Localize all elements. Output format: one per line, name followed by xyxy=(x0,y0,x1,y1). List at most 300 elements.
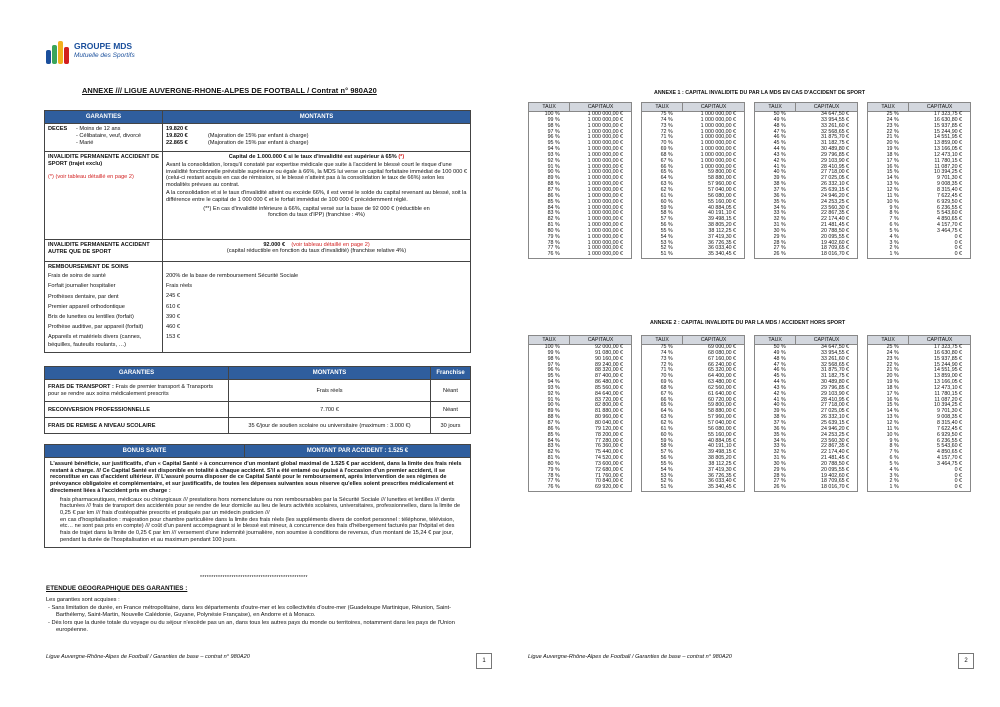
taux-cell: 22 % xyxy=(886,128,899,135)
taux-cell: 65 % xyxy=(660,169,673,176)
taux-cell: 39 % xyxy=(773,175,786,182)
taux-cell: 27 % xyxy=(773,478,786,485)
capital-cell: 57 040,00 € xyxy=(708,186,736,193)
transport-desc: Frais de premier transport & Transports pour se rendre aux soins médicalement prescrits xyxy=(48,383,214,397)
capital-cell: 79 120,00 € xyxy=(595,425,623,432)
capital-cell: 61 640,00 € xyxy=(708,390,736,397)
capital-cell: 91 080,00 € xyxy=(595,349,623,356)
taux-cell: 53 % xyxy=(660,472,673,479)
bonus-p1: L'assuré bénéficie, sur justificatifs, d'un « Capital Santé » à concurrence d'un montant global maximal de 1.525 € par accident, dans la limite des frais réels restant à charge. /// Ce Capital Santé est disponible en totalité à chaque accident. S'il a été entamé ou épuisé à l'occasion d'un premier accident, il se reconstitue en cas d'accident ultérieur. /// L'assuré pourra disposer de ce Capital Santé pour le remboursement, après intervention de ses régimes de prévoyance obligatoire et complémentaire, et sur justificatifs, de toutes les dépenses suivantes sous réserve qu'elles soient prescrites médicalement et directement liées à l'accident pris en charge : xyxy=(50,461,462,494)
capital-cell: 36 726,35 € xyxy=(708,472,736,479)
capital-cell: 1 000 000,00 € xyxy=(587,157,623,164)
taux-cell: 66 % xyxy=(660,163,673,170)
deces-item: - Moins de 12 ans xyxy=(76,126,121,132)
capital-cell: 80 040,00 € xyxy=(595,419,623,426)
taux-cell: 91 % xyxy=(547,396,560,403)
capital-cell: 26 332,10 € xyxy=(821,414,849,421)
soins-item-label: Appareils et matériels divers (cannes, béquilles, fauteuils roulants, …) xyxy=(48,334,142,348)
capital-cell: 55 160,00 € xyxy=(708,431,736,438)
capital-cell: 81 880,00 € xyxy=(595,408,623,415)
taux-cell: 75 % xyxy=(660,344,673,350)
soins-item-value: 200% de la base de remboursement Sécurité Sociale xyxy=(166,273,299,279)
taux-cell: 81 % xyxy=(547,455,560,462)
taux-cell: 69 % xyxy=(660,146,673,153)
taux-cell: 74 % xyxy=(660,116,673,123)
capital-cell: 9 701,30 € xyxy=(936,175,962,182)
taux-cell: 28 % xyxy=(773,472,786,479)
capital-cell: 1 000 000,00 € xyxy=(587,128,623,135)
capital-cell: 92 000,00 € xyxy=(595,344,623,350)
taux-cell: 67 % xyxy=(660,390,673,397)
taux-cell: 63 % xyxy=(660,414,673,421)
reconversion-label: RECONVERSION PROFESSIONNELLE xyxy=(45,402,229,418)
capital-cell: 32 568,65 € xyxy=(821,361,849,368)
footer-text: Ligue Auvergne-Rhône-Alpes de Football / Garanties de base – contrat n° 980A20 xyxy=(528,654,732,660)
capital-cell: 65 320,00 € xyxy=(708,367,736,374)
capital-cell: 1 000 000,00 € xyxy=(587,245,623,252)
taux-cell: 80 % xyxy=(547,460,560,467)
remise-niveau-label: FRAIS DE REMISE A NIVEAU SCOLAIRE xyxy=(45,418,229,434)
taux-cell: 42 % xyxy=(773,157,786,164)
taux-cell: 49 % xyxy=(773,116,786,123)
capital-cell: 40 884,05 € xyxy=(708,204,736,211)
taux-cell: 84 % xyxy=(547,204,560,211)
soins-item-value: 245 € xyxy=(166,293,180,300)
taux-cell: 69 % xyxy=(660,379,673,386)
reconversion-amount: 7.700 € xyxy=(229,402,431,418)
col-header-capitaux: CAPITAUX xyxy=(796,103,858,112)
page-number: 2 xyxy=(958,653,974,669)
taux-cell: 31 % xyxy=(773,455,786,462)
soins-item-label: Premier appareil orthodontique xyxy=(48,303,125,310)
taux-cell: 61 % xyxy=(660,425,673,432)
capital-cell: 84 640,00 € xyxy=(595,390,623,397)
capital-cell: 1 000 000,00 € xyxy=(587,111,623,117)
capital-cell: 31 875,70 € xyxy=(821,367,849,374)
annex2-title: ANNEXE 2 : CAPITAL INVALIDITE DU PAR LA MDS / ACCIDENT HORS SPORT xyxy=(650,320,846,326)
row-deces xyxy=(45,124,471,152)
page-number: 1 xyxy=(476,653,492,669)
annexe-title: ANNEXE /// LIGUE AUVERGNE-RHONE-ALPES DE FOOTBALL / Contrat n° 980A20 xyxy=(82,86,377,95)
capital-cell: 40 884,05 € xyxy=(708,437,736,444)
ip-autre-amount: 92.000 € xyxy=(263,242,286,248)
taux-cell: 30 % xyxy=(773,460,786,467)
col-header-montants: MONTANTS xyxy=(163,111,471,124)
taux-cell: 4 % xyxy=(889,233,899,240)
capital-cell: 56 080,00 € xyxy=(708,192,736,199)
capital-cell: 56 080,00 € xyxy=(708,425,736,432)
taux-cell: 46 % xyxy=(773,134,786,141)
deces-label: DECES xyxy=(48,126,68,132)
capital-cell: 28 410,95 € xyxy=(821,396,849,403)
taux-cell: 26 % xyxy=(773,251,786,258)
table-row xyxy=(642,252,745,258)
col-header-capitaux: CAPITAUX xyxy=(909,103,971,112)
taux-cell: 56 % xyxy=(660,222,673,229)
taux-cell: 47 % xyxy=(773,361,786,368)
geo-section xyxy=(46,597,474,634)
capital-cell: 5 543,60 € xyxy=(936,443,962,450)
taux-cell: 3 % xyxy=(889,472,899,479)
capital-cell: 0 € xyxy=(954,484,962,491)
taux-cell: 60 % xyxy=(660,198,673,205)
taux-cell: 38 % xyxy=(773,414,786,421)
taux-cell: 4 % xyxy=(889,466,899,473)
capital-cell: 72 680,00 € xyxy=(595,466,623,473)
soins-item-label: Frais de soins de santé xyxy=(48,273,106,280)
table-row xyxy=(642,485,745,491)
taux-cell: 58 % xyxy=(660,210,673,217)
taux-cell: 59 % xyxy=(660,204,673,211)
capital-cell: 0 € xyxy=(954,245,962,252)
capital-cell: 71 760,00 € xyxy=(595,472,623,479)
taux-cell: 87 % xyxy=(547,419,560,426)
capital-cell: 15 244,90 € xyxy=(934,361,962,368)
taux-cell: 17 % xyxy=(886,157,899,164)
taux-cell: 82 % xyxy=(547,449,560,456)
capital-cell: 22 174,40 € xyxy=(821,216,849,223)
col-header-taux: TAUX xyxy=(529,103,570,112)
taux-cell: 46 % xyxy=(773,367,786,374)
capital-cell: 10 394,25 € xyxy=(934,169,962,176)
taux-cell: 12 % xyxy=(886,419,899,426)
capital-cell: 83 720,00 € xyxy=(595,396,623,403)
capital-cell: 3 464,75 € xyxy=(936,460,962,467)
taux-cell: 2 % xyxy=(889,478,899,485)
taux-cell: 19 % xyxy=(886,379,899,386)
taux-cell: 70 % xyxy=(660,373,673,380)
taux-cell: 83 % xyxy=(547,443,560,450)
taux-cell: 3 % xyxy=(889,239,899,246)
taux-cell: 40 % xyxy=(773,169,786,176)
taux-cell: 75 % xyxy=(660,111,673,117)
capital-cell: 77 280,00 € xyxy=(595,437,623,444)
capital-cell: 11 087,20 € xyxy=(934,163,962,170)
capital-cell: 15 937,85 € xyxy=(934,355,962,362)
taux-cell: 50 % xyxy=(773,344,786,350)
taux-cell: 67 % xyxy=(660,157,673,164)
taux-cell: 50 % xyxy=(773,111,786,117)
capital-cell: 76 360,00 € xyxy=(595,443,623,450)
taux-cell: 87 % xyxy=(547,186,560,193)
col-header-capitaux: CAPITAUX xyxy=(796,336,858,345)
taux-cell: 40 % xyxy=(773,402,786,409)
taux-cell: 78 % xyxy=(547,239,560,246)
taux-cell: 2 % xyxy=(889,245,899,252)
geo-line-2: - Dès lors que la durée totale du voyage ou du séjour n'excède pas un an, dans tous les autres pays du monde ou territoires, notamment dans les pays de l'Union européenne. xyxy=(48,619,455,633)
capital-cell: 4 850,65 € xyxy=(936,449,962,456)
capital-cell: 1 000 000,00 € xyxy=(587,116,623,123)
taux-cell: 73 % xyxy=(660,355,673,362)
col-header-franchise: Franchise xyxy=(431,367,471,380)
guarantees-table xyxy=(44,110,471,353)
capital-cell: 1 000 000,00 € xyxy=(587,233,623,240)
table-row xyxy=(868,252,971,258)
taux-cell: 95 % xyxy=(547,373,560,380)
annex1-table-2 xyxy=(641,102,745,259)
capital-cell: 27 718,00 € xyxy=(821,402,849,409)
capital-cell: 38 805,20 € xyxy=(708,455,736,462)
taux-cell: 80 % xyxy=(547,227,560,234)
capital-cell: 1 000 000,00 € xyxy=(700,157,736,164)
capital-cell: 29 796,85 € xyxy=(821,151,849,158)
capital-cell: 18 016,70 € xyxy=(821,484,849,491)
capital-cell: 7 622,45 € xyxy=(936,192,962,199)
capital-cell: 27 025,05 € xyxy=(821,408,849,415)
capital-cell: 1 000 000,00 € xyxy=(587,210,623,217)
col-header-montants: MONTANTS xyxy=(229,367,431,380)
table-row xyxy=(755,485,858,491)
taux-cell: 21 % xyxy=(886,134,899,141)
capital-cell: 70 840,00 € xyxy=(595,478,623,485)
taux-cell: 51 % xyxy=(660,484,673,491)
capital-cell: 0 € xyxy=(954,472,962,479)
col-header-capitaux: CAPITAUX xyxy=(570,336,632,345)
ip-sport-p1: Avant la consolidation, lorsqu'il constaté par expertise médicale que suite à l'accident le blessé court le risque d'une invalidité fonctionnelle prévisible supérieure ou égale à 66%, la MDS lui verse un capital forfaitaire immédiat de 100 000 € (celui-ci restant acquis en cas de rémission, si le blessé n'atteint pas à la consolidation le taux de 66%) selon les modalités prévues au contrat. xyxy=(166,162,467,188)
taux-cell: 53 % xyxy=(660,239,673,246)
ip-sport-label: INVALIDITE PERMANENTE ACCIDENT DE SPORT (trajet exclu) xyxy=(48,154,159,168)
capital-cell: 5 543,60 € xyxy=(936,210,962,217)
capital-cell: 74 520,00 € xyxy=(595,455,623,462)
capital-cell: 80 960,00 € xyxy=(595,414,623,421)
capital-cell: 1 000 000,00 € xyxy=(700,146,736,153)
taux-cell: 10 % xyxy=(886,431,899,438)
taux-cell: 86 % xyxy=(547,425,560,432)
col-header-capitaux: CAPITAUX xyxy=(683,336,745,345)
taux-cell: 74 % xyxy=(660,349,673,356)
capital-cell: 22 174,40 € xyxy=(821,449,849,456)
taux-cell: 18 % xyxy=(886,151,899,158)
geo-intro: Les garanties sont acquises : xyxy=(46,597,120,603)
capital-cell: 89 240,00 € xyxy=(595,361,623,368)
taux-cell: 28 % xyxy=(773,239,786,246)
capital-cell: 11 780,15 € xyxy=(934,390,962,397)
taux-cell: 81 % xyxy=(547,222,560,229)
taux-cell: 78 % xyxy=(547,472,560,479)
taux-cell: 33 % xyxy=(773,443,786,450)
taux-cell: 79 % xyxy=(547,466,560,473)
capital-cell: 20 788,50 € xyxy=(821,227,849,234)
capital-cell: 20 095,55 € xyxy=(821,466,849,473)
capital-cell: 29 103,90 € xyxy=(821,390,849,397)
deces-note: (Majoration de 15% par enfant à charge) xyxy=(208,140,309,147)
taux-cell: 57 % xyxy=(660,449,673,456)
capital-cell: 1 000 000,00 € xyxy=(587,239,623,246)
ip-autre-detail: (capital réductible en fonction du taux d'invalidité) (franchise relative 4%) xyxy=(226,248,407,254)
ip-sport-title-mark: (*) xyxy=(398,154,405,160)
row-ip-autre xyxy=(45,240,471,262)
taux-cell: 62 % xyxy=(660,419,673,426)
taux-cell: 52 % xyxy=(660,478,673,485)
taux-cell: 14 % xyxy=(886,408,899,415)
capital-cell: 6 929,50 € xyxy=(936,431,962,438)
taux-cell: 77 % xyxy=(547,245,560,252)
capital-cell: 36 033,40 € xyxy=(708,478,736,485)
extra-guarantees-table xyxy=(44,366,471,434)
capital-cell: 68 080,00 € xyxy=(708,349,736,356)
taux-cell: 76 % xyxy=(547,484,560,491)
capital-cell: 0 € xyxy=(954,251,962,258)
capital-cell: 73 600,00 € xyxy=(595,460,623,467)
capital-cell: 57 960,00 € xyxy=(708,414,736,421)
remise-niveau-amount: 35 €/jour de soutien scolaire ou universitaire (maximum : 3.000 €) xyxy=(229,418,431,434)
table-row xyxy=(868,485,971,491)
capital-cell: 17 323,75 € xyxy=(934,111,962,117)
capital-cell: 38 112,25 € xyxy=(708,460,736,467)
taux-cell: 98 % xyxy=(547,122,560,129)
capital-cell: 33 954,55 € xyxy=(821,116,849,123)
deces-amount: 19.820 € xyxy=(166,133,188,140)
taux-cell: 93 % xyxy=(547,384,560,391)
capital-cell: 9 008,35 € xyxy=(936,414,962,421)
capital-cell: 67 160,00 € xyxy=(708,355,736,362)
bonus-p2: frais pharmaceutiques, médicaux ou chirurgicaux /// prestations hors nomenclature ou non remboursables par la Sécurité Sociale /// lunettes et lentilles /// dents fracturées /// frais de transport des accidentés pour se rendre de leur domicile au lieu de leurs activités scolaires, universitaires, professionnelles, dans la limite de 0,25 € par km /// frais d'ostéopathie prescrits et pratiqués par un médecin praticien /// xyxy=(60,496,461,516)
capital-cell: 20 788,50 € xyxy=(821,460,849,467)
taux-cell: 93 % xyxy=(547,151,560,158)
ip-sport-p3: (**) En cas d'invalidité inférieure à 66%, capital versé sur la base de 92 000 € (réductible en fonction du taux d'IPP) (franchise : 4%) xyxy=(203,205,430,219)
taux-cell: 60 % xyxy=(660,431,673,438)
capital-cell: 16 630,80 € xyxy=(934,349,962,356)
capital-cell: 23 560,30 € xyxy=(821,437,849,444)
logo-mark-icon xyxy=(44,40,70,66)
capital-cell: 24 253,25 € xyxy=(821,431,849,438)
taux-cell: 96 % xyxy=(547,134,560,141)
taux-cell: 57 % xyxy=(660,216,673,223)
taux-cell: 20 % xyxy=(886,373,899,380)
capital-cell: 1 000 000,00 € xyxy=(700,128,736,135)
taux-cell: 71 % xyxy=(660,367,673,374)
taux-cell: 35 % xyxy=(773,198,786,205)
col-header-garanties: GARANTIES xyxy=(45,111,163,124)
taux-cell: 18 % xyxy=(886,384,899,391)
annex1-title: ANNEXE 1 : CAPITAL INVALIDITE DU PAR LA MDS EN CAS D'ACCIDENT DE SPORT xyxy=(654,90,866,96)
annex2-table-4 xyxy=(867,335,971,492)
capital-cell: 1 000 000,00 € xyxy=(700,122,736,129)
capital-cell: 1 000 000,00 € xyxy=(587,151,623,158)
taux-cell: 16 % xyxy=(886,396,899,403)
taux-cell: 47 % xyxy=(773,128,786,135)
taux-cell: 84 % xyxy=(547,437,560,444)
row-reconversion xyxy=(45,402,471,418)
ip-autre-label: INVALIDITE PERMANENTE ACCIDENT AUTRE QUE DE SPORT xyxy=(48,242,150,256)
capital-cell: 87 400,00 € xyxy=(595,373,623,380)
deces-item: - Marié xyxy=(76,140,94,147)
taux-cell: 20 % xyxy=(886,140,899,147)
taux-cell: 56 % xyxy=(660,455,673,462)
table-row xyxy=(755,252,858,258)
capital-cell: 23 560,30 € xyxy=(821,204,849,211)
taux-cell: 29 % xyxy=(773,233,786,240)
taux-cell: 41 % xyxy=(773,396,786,403)
taux-cell: 13 % xyxy=(886,181,899,188)
col-header-taux: TAUX xyxy=(642,336,683,345)
col-header-garanties: GARANTIES xyxy=(45,367,229,380)
separator-stars: ************************************************ xyxy=(200,575,308,581)
taux-cell: 92 % xyxy=(547,157,560,164)
capital-cell: 21 481,45 € xyxy=(821,222,849,229)
capital-cell: 39 498,15 € xyxy=(708,216,736,223)
capital-cell: 58 880,00 € xyxy=(708,175,736,182)
capital-cell: 1 000 000,00 € xyxy=(587,122,623,129)
taux-cell: 86 % xyxy=(547,192,560,199)
capital-cell: 36 033,40 € xyxy=(708,245,736,252)
taux-cell: 58 % xyxy=(660,443,673,450)
taux-cell: 15 % xyxy=(886,169,899,176)
taux-cell: 85 % xyxy=(547,431,560,438)
taux-cell: 8 % xyxy=(889,443,899,450)
col-header-taux: TAUX xyxy=(868,336,909,345)
taux-cell: 23 % xyxy=(886,122,899,129)
capital-cell: 1 000 000,00 € xyxy=(700,134,736,141)
capital-cell: 69 920,00 € xyxy=(595,484,623,491)
col-header-taux: TAUX xyxy=(755,103,796,112)
capital-cell: 82 800,00 € xyxy=(595,402,623,409)
taux-cell: 96 % xyxy=(547,367,560,374)
capital-cell: 0 € xyxy=(954,478,962,485)
capital-cell: 15 244,90 € xyxy=(934,128,962,135)
taux-cell: 89 % xyxy=(547,175,560,182)
taux-cell: 64 % xyxy=(660,408,673,415)
capital-cell: 17 323,75 € xyxy=(934,344,962,350)
taux-cell: 32 % xyxy=(773,449,786,456)
capital-cell: 1 000 000,00 € xyxy=(700,116,736,123)
capital-cell: 27 025,05 € xyxy=(821,175,849,182)
capital-cell: 60 720,00 € xyxy=(708,396,736,403)
taux-cell: 94 % xyxy=(547,379,560,386)
capital-cell: 8 315,40 € xyxy=(936,419,962,426)
taux-cell: 13 % xyxy=(886,414,899,421)
taux-cell: 26 % xyxy=(773,484,786,491)
taux-cell: 7 % xyxy=(889,449,899,456)
capital-cell: 62 560,00 € xyxy=(708,384,736,391)
capital-cell: 9 008,35 € xyxy=(936,181,962,188)
capital-cell: 27 718,00 € xyxy=(821,169,849,176)
capital-cell: 31 182,75 € xyxy=(821,140,849,147)
capital-cell: 8 315,40 € xyxy=(936,186,962,193)
capital-cell: 3 464,75 € xyxy=(936,227,962,234)
taux-cell: 77 % xyxy=(547,478,560,485)
page-2 xyxy=(500,0,1000,707)
capital-cell: 9 701,30 € xyxy=(936,408,962,415)
taux-cell: 72 % xyxy=(660,361,673,368)
capital-cell: 18 709,65 € xyxy=(821,478,849,485)
taux-cell: 19 % xyxy=(886,146,899,153)
taux-cell: 22 % xyxy=(886,361,899,368)
taux-cell: 8 % xyxy=(889,210,899,217)
capital-cell: 31 182,75 € xyxy=(821,373,849,380)
row-transport xyxy=(45,380,471,402)
taux-cell: 11 % xyxy=(887,425,899,432)
footer-text: Ligue Auvergne-Rhône-Alpes de Football / Garanties de base – contrat n° 980A20 xyxy=(46,654,250,660)
transport-amount: Frais réels xyxy=(229,380,431,402)
capital-cell: 59 800,00 € xyxy=(708,402,736,409)
deces-amount: 19.820 € xyxy=(166,126,188,132)
taux-cell: 34 % xyxy=(773,437,786,444)
capital-cell: 10 394,25 € xyxy=(934,402,962,409)
taux-cell: 32 % xyxy=(773,216,786,223)
capital-cell: 33 261,60 € xyxy=(821,355,849,362)
ip-sport-p2: A la consolidation et si le taux d'invalidité atteint ou excède 66%, il est versé le solde du capital revenant au blessé, soit la différence entre le capital de 1 000 000 € et le forfait immédiat de 100 000 € précédemment réglé. xyxy=(166,190,467,203)
capital-cell: 1 000 000,00 € xyxy=(587,192,623,199)
taux-cell: 92 % xyxy=(547,390,560,397)
capital-cell: 4 157,70 € xyxy=(936,222,962,229)
deces-amount: 22.865 € xyxy=(166,140,188,147)
capital-cell: 30 489,80 € xyxy=(821,146,849,153)
soins-label: REMBOURSEMENT DE SOINS xyxy=(48,264,129,270)
capital-cell: 1 000 000,00 € xyxy=(587,216,623,223)
taux-cell: 63 % xyxy=(660,181,673,188)
capital-cell: 29 796,85 € xyxy=(821,384,849,391)
